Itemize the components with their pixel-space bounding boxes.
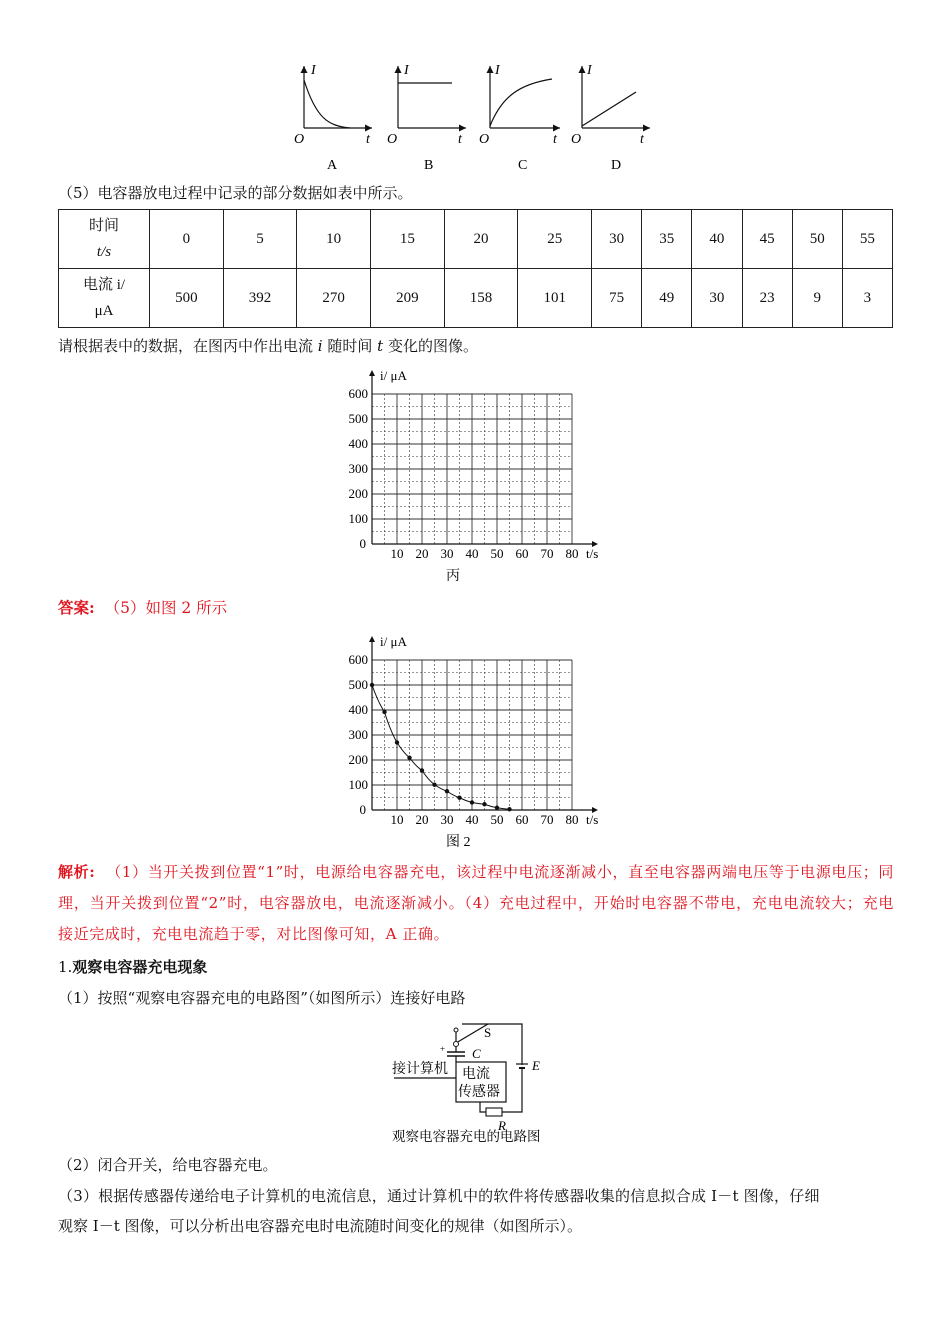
x-tick-label: 20 bbox=[415, 546, 429, 561]
graph-b bbox=[387, 63, 466, 173]
y-tick-label: 100 bbox=[348, 511, 368, 526]
table-header-current bbox=[59, 269, 150, 328]
data-point bbox=[470, 800, 474, 804]
chart-figure-2 bbox=[330, 630, 630, 858]
step-3-line-2: 观察 I－t 图像，可以分析出电容器充电时电流随时间变化的规律（如图所示）。 bbox=[58, 1217, 582, 1235]
table-cell: 45 bbox=[742, 210, 792, 269]
data-point bbox=[445, 789, 449, 793]
capacitor-plus: + bbox=[440, 1044, 446, 1054]
answer-text: （5）如图 2 所示 bbox=[104, 599, 228, 617]
y-tick-label: 200 bbox=[348, 752, 368, 767]
header-current-label: 电流 i/ bbox=[82, 277, 126, 293]
chart-caption: 丙 bbox=[446, 569, 460, 584]
x-tick-label: 70 bbox=[540, 546, 554, 561]
x-tick-label: 70 bbox=[540, 812, 554, 827]
question-5-intro: （5）电容器放电过程中记录的部分数据如表中所示。 bbox=[58, 184, 413, 202]
table-cell: 35 bbox=[642, 210, 692, 269]
graph-a-y-label: I bbox=[311, 63, 316, 78]
table-cell: 158 bbox=[444, 269, 518, 328]
y-tick-label: 100 bbox=[348, 777, 368, 792]
option-graphs bbox=[280, 60, 660, 178]
plot-instruction bbox=[58, 336, 478, 356]
graph-c bbox=[479, 63, 560, 173]
table-cell: 3 bbox=[842, 269, 892, 328]
answer-label: 答案: bbox=[58, 598, 95, 617]
table-cell: 30 bbox=[692, 269, 742, 328]
answer-line bbox=[58, 598, 227, 618]
data-point bbox=[407, 756, 411, 760]
data-point bbox=[382, 710, 386, 714]
switch-label: S bbox=[484, 1025, 492, 1040]
emf-label: E bbox=[532, 1058, 540, 1073]
data-point bbox=[507, 807, 511, 811]
table-cell: 270 bbox=[297, 269, 371, 328]
x-tick-label: 30 bbox=[440, 812, 454, 827]
y-tick-label: 400 bbox=[348, 436, 368, 451]
data-point bbox=[432, 783, 436, 787]
computer-label: 接计算机 bbox=[392, 1061, 448, 1077]
graph-c-letter: C bbox=[518, 158, 528, 173]
instruction-text: 变化的图像。 bbox=[383, 337, 478, 355]
instruction-var-i: i bbox=[317, 337, 323, 355]
section-heading bbox=[58, 957, 207, 977]
table-cell: 49 bbox=[642, 269, 692, 328]
x-tick-label: 60 bbox=[515, 812, 529, 827]
graph-b-x-label: t bbox=[458, 132, 462, 147]
graph-d-letter: D bbox=[611, 158, 622, 173]
y-tick-label: 400 bbox=[348, 702, 368, 717]
analysis-label: 解析: bbox=[58, 863, 96, 881]
sensor-label-line2: 传感器 bbox=[458, 1084, 500, 1100]
circuit-caption: 观察电容器充电的电路图 bbox=[392, 1129, 541, 1144]
x-axis-label: t/s bbox=[586, 546, 599, 561]
header-time-label: 时间 bbox=[88, 218, 119, 234]
section-title: 观察电容器充电现象 bbox=[72, 958, 208, 976]
y-axis-label: i/ μA bbox=[380, 634, 407, 649]
table-cell: 55 bbox=[842, 210, 892, 269]
data-point bbox=[395, 740, 399, 744]
step-1: （1）按照“观察电容器充电的电路图”（如图所示）连接好电路 bbox=[58, 989, 466, 1007]
x-tick-label: 30 bbox=[440, 546, 454, 561]
y-axis-label: i/ μA bbox=[380, 368, 407, 383]
resistor-label: R bbox=[498, 1118, 506, 1133]
x-tick-label: 40 bbox=[465, 812, 479, 827]
instruction-text: 随时间 bbox=[322, 337, 378, 355]
graph-a bbox=[294, 63, 372, 173]
data-point bbox=[420, 768, 424, 772]
x-tick-label: 50 bbox=[490, 812, 504, 827]
x-tick-label: 10 bbox=[390, 546, 404, 561]
table-cell: 209 bbox=[371, 269, 445, 328]
graph-d-origin: O bbox=[571, 132, 582, 147]
graph-d-y-label: I bbox=[587, 63, 592, 78]
table-header-time bbox=[59, 210, 150, 269]
table-cell: 0 bbox=[150, 210, 224, 269]
y-axis-arrow bbox=[369, 370, 375, 376]
analysis-paragraph bbox=[58, 857, 894, 950]
capacitor-label: C bbox=[472, 1046, 481, 1061]
y-tick-label: 300 bbox=[348, 727, 368, 742]
chart-bing bbox=[330, 364, 630, 592]
x-axis-label: t/s bbox=[586, 812, 599, 827]
data-point bbox=[482, 802, 486, 806]
discharge-data-table bbox=[58, 209, 893, 328]
y-tick-label: 600 bbox=[348, 386, 368, 401]
x-tick-label: 80 bbox=[565, 812, 579, 827]
table-cell: 5 bbox=[223, 210, 297, 269]
step-2: （2）闭合开关，给电容器充电。 bbox=[58, 1156, 278, 1174]
graph-c-origin: O bbox=[479, 132, 490, 147]
circuit-diagram bbox=[380, 1018, 580, 1146]
table-cell: 75 bbox=[592, 269, 642, 328]
table-cell: 40 bbox=[692, 210, 742, 269]
fit-curve bbox=[372, 685, 510, 809]
y-tick-label: 200 bbox=[348, 486, 368, 501]
graph-b-letter: B bbox=[424, 158, 434, 173]
table-cell: 500 bbox=[150, 269, 224, 328]
x-tick-label: 10 bbox=[390, 812, 404, 827]
table-cell: 23 bbox=[742, 269, 792, 328]
graph-b-y-label: I bbox=[404, 63, 409, 78]
y-tick-label: 500 bbox=[348, 411, 368, 426]
graph-a-origin: O bbox=[294, 132, 305, 147]
sensor-label-line1: 电流 bbox=[462, 1066, 490, 1082]
graph-d bbox=[571, 63, 650, 173]
table-cell: 30 bbox=[592, 210, 642, 269]
graph-d-x-label: t bbox=[640, 132, 644, 147]
y-axis-arrow bbox=[369, 636, 375, 642]
y-tick-label: 500 bbox=[348, 677, 368, 692]
header-current-unit: μA bbox=[94, 303, 114, 319]
table-row-time bbox=[59, 210, 893, 269]
data-point bbox=[457, 796, 461, 800]
graph-b-origin: O bbox=[387, 132, 398, 147]
header-time-unit: t/s bbox=[96, 244, 112, 260]
table-cell: 25 bbox=[518, 210, 592, 269]
y-tick-label: 300 bbox=[348, 461, 368, 476]
table-cell: 101 bbox=[518, 269, 592, 328]
graph-a-letter: A bbox=[327, 158, 338, 173]
instruction-var-t: t bbox=[377, 337, 384, 355]
step-3-line-1: （3）根据传感器传递给电子计算机的电流信息，通过计算机中的软件将传感器收集的信息拟合成 I－t 图像，仔细 bbox=[58, 1187, 820, 1205]
table-cell: 10 bbox=[297, 210, 371, 269]
analysis-text: （1）当开关拨到位置“1”时，电源给电容器充电，该过程中电流逐渐减小，直至电容器两端电压等于电源电压；同理，当开关拨到位置“2”时，电容器放电，电流逐渐减小。（4）充电过程中，开始时电容器不带电，充电电流较大；充电接近完成时，充电电流趋于零，对比图像可知，A 正确。 bbox=[58, 863, 894, 943]
y-tick-label: 600 bbox=[348, 652, 368, 667]
x-tick-label: 50 bbox=[490, 546, 504, 561]
table-cell: 392 bbox=[223, 269, 297, 328]
instruction-text: 请根据表中的数据，在图丙中作出电流 bbox=[58, 337, 318, 355]
origin-label: 0 bbox=[359, 802, 366, 817]
table-row-current bbox=[59, 269, 893, 328]
table-cell: 15 bbox=[371, 210, 445, 269]
origin-label: 0 bbox=[359, 536, 366, 551]
data-point bbox=[495, 806, 499, 810]
table-cell: 20 bbox=[444, 210, 518, 269]
x-tick-label: 20 bbox=[415, 812, 429, 827]
table-cell: 50 bbox=[792, 210, 842, 269]
table-cell: 9 bbox=[792, 269, 842, 328]
data-point bbox=[370, 683, 374, 687]
graph-c-y-label: I bbox=[495, 63, 500, 78]
graph-c-x-label: t bbox=[553, 132, 557, 147]
chart-caption: 图 2 bbox=[446, 835, 471, 850]
x-tick-label: 60 bbox=[515, 546, 529, 561]
x-tick-label: 40 bbox=[465, 546, 479, 561]
graph-a-x-label: t bbox=[366, 132, 370, 147]
section-number: 1. bbox=[58, 958, 73, 976]
x-tick-label: 80 bbox=[565, 546, 579, 561]
